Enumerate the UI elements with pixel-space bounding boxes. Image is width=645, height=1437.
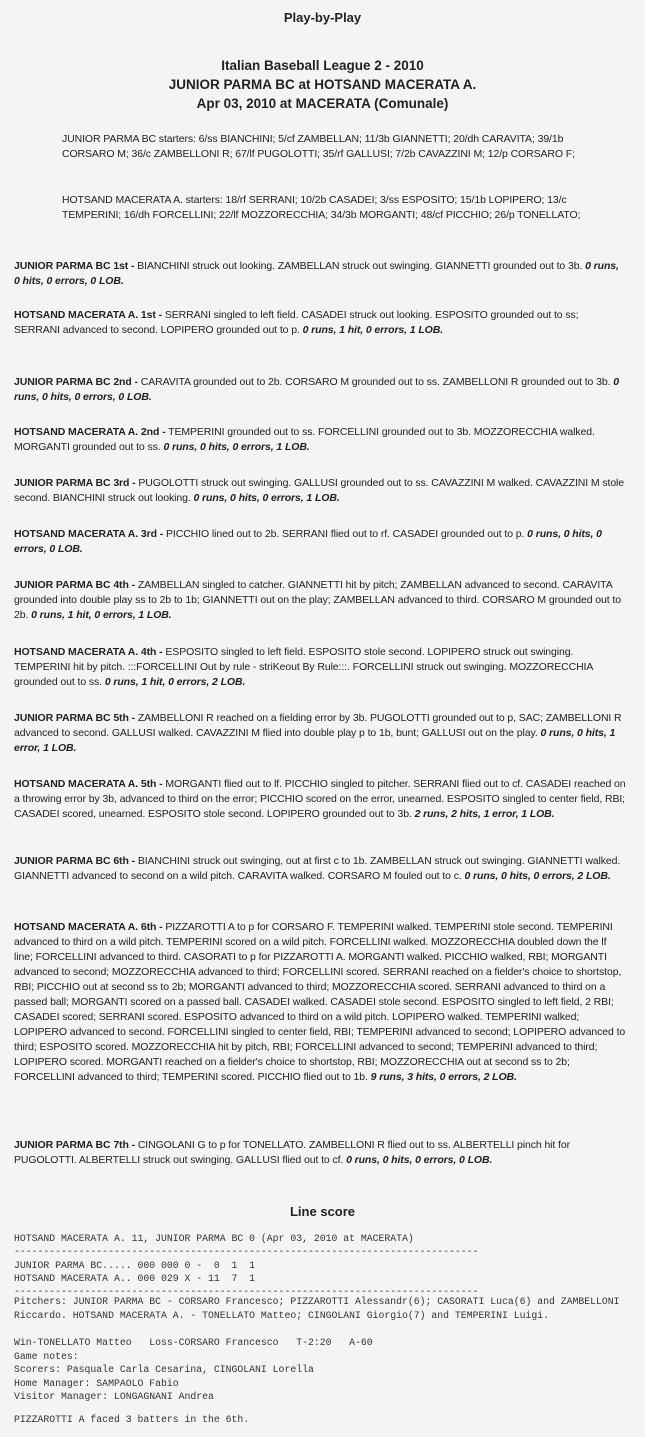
date-venue: Apr 03, 2010 at MACERATA (Comunale)	[196, 96, 449, 111]
scorers-line: Scorers: Pasquale Carla Cesarina, CINGOLANI Lorella	[14, 1364, 314, 1375]
inning-block	[14, 259, 626, 289]
inning-summary: 9 runs, 3 hits, 0 errors, 2 LOB.	[370, 1071, 517, 1083]
divider-rule: -------------------------------------------------------------------------------	[14, 1286, 479, 1297]
league-title: Italian Baseball League 2 - 2010	[221, 58, 424, 73]
inning-plays: BIANCHINI struck out looking. ZAMBELLAN struck out swinging. GIANNETTI grounded out to 3b.	[137, 260, 583, 272]
inning-block	[14, 375, 626, 405]
inning-heading: JUNIOR PARMA BC 1st -	[14, 260, 135, 272]
inning-block	[14, 476, 626, 506]
pitchers-line: Pitchers: JUNIOR PARMA BC - CORSARO Francesco; PIZZAROTTI Alessandr(6); CASORATI Luca(6) and ZAMBELLONI Riccardo. HOTSAND MACERATA A. - TONELLATO Matteo; CINGOLANI Giorgio(7) and TEMPERINI Luigi.	[14, 1296, 626, 1321]
inning-plays: CINGOLANI G to p for TONELLATO. ZAMBELLONI R flied out to ss. ALBERTELLI pinch hit for PUGOLOTTI. ALBERTELLI struck out swinging. GALLUSI flied out to cf.	[14, 1139, 571, 1166]
inning-plays: SERRANI singled to left field. CASADEI struck out looking. ESPOSITO grounded out to ss; SERRANI advanced to second. LOPIPERO grounded out to p.	[14, 309, 579, 336]
inning-plays: MORGANTI flied out to lf. PICCHIO singled to pitcher. SERRANI flied out to cf. CASADEI reached on a throwing error by 3b, advanced to third on the error; PICCHIO scored on the error, unearned. ESPOSITO singled to center field, RBI; CASADEI scored, unearned. ESPOSITO stole second. LOPIPERO grounded out to 3b.	[14, 778, 626, 820]
inning-plays: ZAMBELLONI R reached on a fielding error by 3b. PUGOLOTTI grounded out to p, SAC; ZAMBELLONI R advanced to second. GALLUSI walked. CAVAZZINI M flied into double play p to 1b, bunt; GALLUSI out on the play.	[14, 712, 622, 739]
inning-summary: 0 runs, 0 hits, 0 errors, 0 LOB.	[14, 528, 602, 555]
inning-heading: JUNIOR PARMA BC 6th -	[14, 855, 135, 867]
game-notes-label: Game notes:	[14, 1351, 79, 1362]
inning-heading: JUNIOR PARMA BC 4th -	[14, 579, 135, 591]
visitor-starters: JUNIOR PARMA BC starters: 6/ss BIANCHINI; 5/cf ZAMBELLAN; 11/3b GIANNETTI; 20/dh CARAVITA; 39/1b CORSARO M; 36/c ZAMBELLONI R; 67/lf PUGOLOTTI; 35/rf GALLUSI; 7/2b CAVAZZINI M; 12/p CORSARO F;	[62, 133, 575, 160]
line-score-row: JUNIOR PARMA BC..... 000 000 0 - 0 1 1	[14, 1260, 256, 1271]
inning-block	[14, 777, 626, 822]
page-title: Play-by-Play	[283, 10, 362, 25]
inning-heading: HOTSAND MACERATA A. 2nd -	[14, 426, 166, 438]
inning-heading: JUNIOR PARMA BC 2nd -	[14, 376, 138, 388]
inning-summary: 0 runs, 1 hit, 0 errors, 2 LOB.	[104, 676, 246, 688]
inning-plays: PUGOLOTTI struck out swinging. GALLUSI grounded out to ss. CAVAZZINI M walked. CAVAZZINI M stole second. BIANCHINI struck out looking.	[14, 477, 625, 504]
home-starters: HOTSAND MACERATA A. starters: 18/rf SERRANI; 10/2b CASADEI; 3/ss ESPOSITO; 15/1b LOPIPERO; 13/c TEMPERINI; 16/dh FORCELLINI; 22/lf MOZZORECCHIA; 34/3b MORGANTI; 48/cf PICCHIO; 26/p TONELLATO;	[62, 194, 581, 221]
inning-summary: 0 runs, 0 hits, 0 errors, 2 LOB.	[464, 870, 611, 882]
inning-block	[14, 711, 626, 756]
footnote-line: PIZZAROTTI A faced 3 batters in the 6th.	[14, 1414, 250, 1425]
inning-heading: JUNIOR PARMA BC 5th -	[14, 712, 135, 724]
inning-summary: 0 runs, 0 hits, 0 errors, 0 LOB.	[346, 1154, 493, 1166]
inning-block	[14, 645, 626, 690]
line-score-row: HOTSAND MACERATA A.. 000 029 X - 11 7 1	[14, 1273, 256, 1284]
inning-plays: TEMPERINI grounded out to ss. FORCELLINI grounded out to 3b. MOZZORECCHIA walked. MORGANTI grounded out to ss.	[14, 426, 595, 453]
inning-heading: JUNIOR PARMA BC 7th -	[14, 1139, 135, 1151]
inning-block	[14, 308, 626, 338]
inning-block	[14, 425, 626, 455]
inning-summary: 0 runs, 0 hits, 0 errors, 1 LOB.	[163, 441, 310, 453]
decisions-line: Win-TONELLATO Matteo Loss-CORSARO Francesco T-2:20 A-60	[14, 1337, 373, 1348]
inning-heading: JUNIOR PARMA BC 3rd -	[14, 477, 136, 489]
inning-plays: ESPOSITO singled to left field. ESPOSITO stole second. LOPIPERO struck out swinging. TEMPERINI hit by pitch. :::FORCELLINI Out by rule - striKeout By Rule:::. FORCELLINI struck out swinging. MOZZORECCHIA grounded out to ss.	[14, 646, 593, 688]
inning-block	[14, 854, 626, 884]
home-manager-line: Home Manager: SAMPAOLO Fabio	[14, 1378, 179, 1389]
inning-heading: HOTSAND MACERATA A. 3rd -	[14, 528, 164, 540]
inning-summary: 0 runs, 0 hits, 0 errors, 0 LOB.	[14, 260, 619, 287]
inning-block	[14, 920, 626, 1085]
inning-summary: 0 runs, 0 hits, 0 errors, 1 LOB.	[193, 492, 340, 504]
inning-summary: 0 runs, 1 hit, 0 errors, 1 LOB.	[302, 324, 444, 336]
inning-heading: HOTSAND MACERATA A. 6th -	[14, 921, 163, 933]
inning-summary: 0 runs, 0 hits, 1 error, 1 LOB.	[14, 727, 616, 754]
final-score-line: HOTSAND MACERATA A. 11, JUNIOR PARMA BC 0 (Apr 03, 2010 at MACERATA)	[14, 1233, 414, 1244]
inning-summary: 0 runs, 0 hits, 0 errors, 0 LOB.	[14, 376, 619, 403]
inning-summary: 0 runs, 1 hit, 0 errors, 1 LOB.	[31, 609, 172, 621]
inning-block	[14, 578, 626, 623]
line-score-title: Line score	[289, 1204, 356, 1219]
inning-plays: PICCHIO lined out to 2b. SERRANI flied out to rf. CASADEI grounded out to p.	[166, 528, 525, 540]
inning-block	[14, 527, 626, 557]
inning-block	[14, 1138, 626, 1168]
inning-heading: HOTSAND MACERATA A. 1st -	[14, 309, 162, 321]
matchup-title: JUNIOR PARMA BC at HOTSAND MACERATA A.	[168, 77, 477, 92]
divider-rule: -------------------------------------------------------------------------------	[14, 1246, 479, 1257]
inning-plays: CARAVITA grounded out to 2b. CORSARO M grounded out to ss. ZAMBELLONI R grounded out to 3b.	[140, 376, 611, 388]
inning-plays: ZAMBELLAN singled to catcher. GIANNETTI hit by pitch; ZAMBELLAN advanced to second. CARAVITA grounded into double play ss to 2b to 1b; GIANNETTI out on the play; ZAMBELLAN advanced to third. CORSARO M grounded out to 2b.	[14, 579, 621, 621]
inning-summary: 2 runs, 2 hits, 1 error, 1 LOB.	[414, 808, 555, 820]
inning-plays: PIZZAROTTI A to p for CORSARO F. TEMPERINI walked. TEMPERINI stole second. TEMPERINI advanced to third on a wild pitch. TEMPERINI scored on a wild pitch. FORCELLINI walked. MOZZORECCHIA doubled down the lf line; FORCELLINI advanced to third. CASORATI to p for PIZZAROTTI A. MORGANTI walked. PICCHIO walked, RBI; MORGANTI advanced to second; MOZZORECCHIA advanced to third; FORCELLINI scored. SERRANI reached on a fielder's choice to shortstop, RBI; PICCHIO out at second ss to 2b; MORGANTI advanced to third; MOZZORECCHIA scored. SERRANI advanced to third on a passed ball; MORGANTI scored on a passed ball. CASADEI walked. CASADEI stole second. ESPOSITO singled to left field, 2 RBI; CASADEI scored; SERRANI scored. ESPOSITO advanced to third on a wild pitch. LOPIPERO walked. TEMPERINI walked; LOPIPERO advanced to second. FORCELLINI singled to center field, RBI; TEMPERINI advanced to second; LOPIPERO advanced to third; ESPOSITO scored. MOZZORECCHIA hit by pitch, RBI; FORCELLINI advanced to second; TEMPERINI advanced to third; LOPIPERO scored. MORGANTI reached on a fielder's choice to shortstop, RBI; MOZZORECCHIA out at second ss to 2b; FORCELLINI advanced to third; TEMPERINI scored. PICCHIO flied out to 1b.	[14, 921, 626, 1083]
visitor-manager-line: Visitor Manager: LONGAGNANI Andrea	[14, 1391, 214, 1402]
inning-heading: HOTSAND MACERATA A. 5th -	[14, 778, 163, 790]
game-header	[0, 56, 645, 113]
inning-heading: HOTSAND MACERATA A. 4th -	[14, 646, 163, 658]
inning-plays: BIANCHINI struck out swinging, out at first c to 1b. ZAMBELLAN struck out swinging. GIANNETTI walked. GIANNETTI advanced to second on a wild pitch. CARAVITA walked. CORSARO M fouled out to c.	[14, 855, 621, 882]
